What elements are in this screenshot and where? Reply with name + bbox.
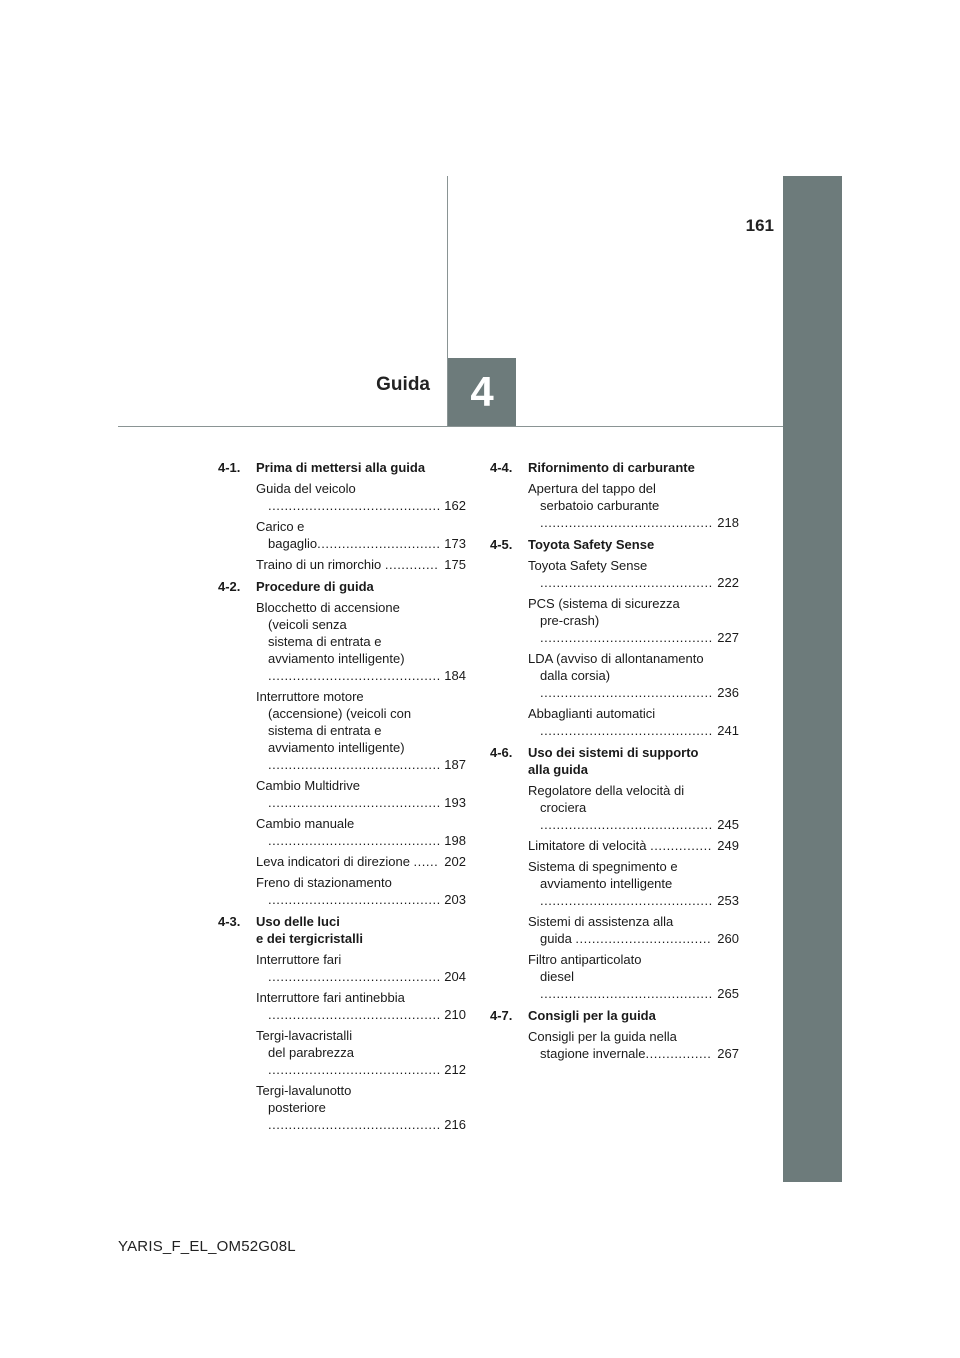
section-title: Rifornimento di carburante bbox=[528, 460, 695, 475]
chapter-number: 4 bbox=[470, 368, 494, 415]
toc-entry[interactable] bbox=[528, 557, 739, 591]
section-heading[interactable] bbox=[490, 744, 739, 778]
dot-leader: .......................................... bbox=[540, 723, 713, 738]
entry-page-number: 222 bbox=[717, 575, 739, 590]
entry-page-number: 204 bbox=[444, 969, 466, 984]
entry-title: Traino di un rimorchio ............. bbox=[256, 557, 439, 572]
entry-title: Freno di stazionamento .......................................... bbox=[256, 875, 441, 907]
section-number: 4-7. bbox=[490, 1008, 513, 1023]
document-code: YARIS_F_EL_OM52G08L bbox=[118, 1238, 296, 1255]
section-heading[interactable] bbox=[490, 1007, 739, 1024]
entry-title: Regolatore della velocità di crociera .......................................... bbox=[528, 783, 713, 832]
toc-entry[interactable] bbox=[256, 989, 466, 1023]
entry-page-number: 265 bbox=[717, 986, 739, 1001]
toc-entry[interactable] bbox=[528, 837, 739, 854]
entry-page-number: 210 bbox=[444, 1007, 466, 1022]
entry-page-number: 260 bbox=[717, 931, 739, 946]
toc-entry[interactable] bbox=[256, 1082, 466, 1133]
dot-leader: .......................................... bbox=[540, 893, 713, 908]
toc-section bbox=[490, 459, 739, 531]
toc-entry[interactable] bbox=[256, 480, 466, 514]
dot-leader: .......................................... bbox=[540, 515, 713, 530]
entry-title: Tergi-lavacristalli del parabrezza .......................................... bbox=[256, 1028, 441, 1077]
entry-page-number: 236 bbox=[717, 685, 739, 700]
dot-leader: .......................................... bbox=[268, 1117, 441, 1132]
entry-page-number: 184 bbox=[444, 668, 466, 683]
dot-leader: .............................. bbox=[317, 536, 441, 551]
entry-page-number: 249 bbox=[717, 838, 739, 853]
toc-entry[interactable] bbox=[256, 1027, 466, 1078]
dot-leader: .......................................... bbox=[268, 969, 441, 984]
toc-entry[interactable] bbox=[528, 595, 739, 646]
dot-leader: .......................................... bbox=[540, 685, 713, 700]
entry-page-number: 227 bbox=[717, 630, 739, 645]
toc-entry[interactable] bbox=[528, 858, 739, 909]
section-number: 4-1. bbox=[218, 460, 241, 475]
dot-leader: .......................................... bbox=[268, 668, 441, 683]
toc-entry[interactable] bbox=[256, 853, 466, 870]
section-number: 4-2. bbox=[218, 579, 241, 594]
dot-leader: ...... bbox=[413, 854, 439, 869]
toc-section bbox=[218, 459, 466, 573]
section-heading[interactable] bbox=[218, 913, 466, 947]
toc-right-column bbox=[490, 459, 739, 1067]
chapter-side-tab bbox=[783, 176, 842, 1182]
entry-page-number: 175 bbox=[444, 557, 466, 572]
dot-leader: .......................................... bbox=[540, 986, 713, 1001]
entry-page-number: 241 bbox=[717, 723, 739, 738]
entry-page-number: 212 bbox=[444, 1062, 466, 1077]
entry-title: Interruttore motore (accensione) (veicoli con sistema di entrata e avviamento intelligente) .......................................... bbox=[256, 689, 441, 772]
toc-section bbox=[490, 536, 739, 739]
entry-title: Leva indicatori di direzione ...... bbox=[256, 854, 439, 869]
toc-entry[interactable] bbox=[256, 777, 466, 811]
toc-entry[interactable] bbox=[528, 650, 739, 701]
chapter-number-box bbox=[448, 358, 516, 426]
entry-page-number: 216 bbox=[444, 1117, 466, 1132]
dot-leader: .......................................... bbox=[540, 817, 713, 832]
section-number: 4-5. bbox=[490, 537, 513, 552]
dot-leader: .......................................... bbox=[268, 833, 441, 848]
entry-title: Limitatore di velocità ............... bbox=[528, 838, 712, 853]
entry-title: Apertura del tappo del serbatoio carburante .......................................... bbox=[528, 481, 713, 530]
entry-page-number: 173 bbox=[444, 536, 466, 551]
toc-section bbox=[218, 578, 466, 908]
section-title: Prima di mettersi alla guida bbox=[256, 460, 426, 475]
dot-leader: .......................................... bbox=[268, 1007, 441, 1022]
toc-entry[interactable] bbox=[528, 782, 739, 833]
entry-title: Interruttore fari antinebbia .......................................... bbox=[256, 990, 441, 1022]
page-number: 161 bbox=[745, 216, 774, 235]
header-horizontal-rule bbox=[118, 426, 783, 427]
dot-leader: .......................................... bbox=[268, 1062, 441, 1077]
entry-title: LDA (avviso di allontanamento dalla corsia) .......................................... bbox=[528, 651, 713, 700]
toc-entry[interactable] bbox=[528, 913, 739, 947]
entry-page-number: 162 bbox=[444, 498, 466, 513]
dot-leader: .......................................... bbox=[540, 575, 713, 590]
toc-entry[interactable] bbox=[528, 480, 739, 531]
entry-title: Cambio manuale .......................................... bbox=[256, 816, 441, 848]
dot-leader: .......................................... bbox=[540, 630, 713, 645]
toc-entry[interactable] bbox=[256, 556, 466, 573]
toc-entry[interactable] bbox=[256, 688, 466, 773]
section-number: 4-3. bbox=[218, 914, 241, 929]
entry-title: Abbaglianti automatici .......................................... bbox=[528, 706, 713, 738]
entry-title: Consigli per la guida nella stagione invernale................ bbox=[528, 1029, 712, 1061]
entry-title: Interruttore fari .......................................... bbox=[256, 952, 441, 984]
entry-title: Guida del veicolo .......................................... bbox=[256, 481, 441, 513]
entry-title: Blocchetto di accensione (veicoli senza sistema di entrata e avviamento intelligente) .......................................... bbox=[256, 600, 441, 683]
entry-page-number: 203 bbox=[444, 892, 466, 907]
section-number: 4-6. bbox=[490, 745, 513, 760]
entry-page-number: 253 bbox=[717, 893, 739, 908]
chapter-title: Guida bbox=[376, 374, 430, 395]
entry-page-number: 198 bbox=[444, 833, 466, 848]
entry-page-number: 267 bbox=[717, 1046, 739, 1061]
section-number: 4-4. bbox=[490, 460, 513, 475]
entry-title: Sistema di spegnimento e avviamento intelligente .......................................... bbox=[528, 859, 713, 908]
entry-title: Sistemi di assistenza alla guida ................................. bbox=[528, 914, 712, 946]
toc-entry[interactable] bbox=[528, 1028, 739, 1062]
dot-leader: ............... bbox=[650, 838, 712, 853]
entry-page-number: 245 bbox=[717, 817, 739, 832]
section-title: Procedure di guida bbox=[256, 579, 374, 594]
entry-title: Carico e bagaglio.............................. bbox=[256, 519, 441, 551]
dot-leader: ............. bbox=[384, 557, 439, 572]
dot-leader: .......................................... bbox=[268, 498, 441, 513]
entry-title: Toyota Safety Sense .......................................... bbox=[528, 558, 713, 590]
section-title: Uso dei sistemi di supporto alla guida bbox=[528, 745, 699, 777]
toc-entry[interactable] bbox=[256, 518, 466, 552]
section-title: Consigli per la guida bbox=[528, 1008, 656, 1023]
section-heading[interactable] bbox=[490, 536, 739, 553]
entry-title: Filtro antiparticolato diesel .......................................... bbox=[528, 952, 713, 1001]
dot-leader: .......................................... bbox=[268, 795, 441, 810]
toc-left-column bbox=[218, 459, 466, 1138]
toc-entry[interactable] bbox=[256, 951, 466, 985]
toc-entry[interactable] bbox=[256, 815, 466, 849]
entry-title: Cambio Multidrive .......................................... bbox=[256, 778, 441, 810]
toc-entry[interactable] bbox=[528, 705, 739, 739]
dot-leader: ................ bbox=[645, 1046, 712, 1061]
entry-title: Tergi-lavalunotto posteriore .......................................... bbox=[256, 1083, 441, 1132]
toc-section bbox=[490, 744, 739, 1002]
section-heading[interactable] bbox=[490, 459, 739, 476]
section-heading[interactable] bbox=[218, 459, 466, 476]
section-title: Uso delle luci e dei tergicristalli bbox=[256, 914, 363, 946]
entry-page-number: 193 bbox=[444, 795, 466, 810]
dot-leader: .......................................... bbox=[268, 892, 441, 907]
toc-section bbox=[490, 1007, 739, 1062]
toc-entry[interactable] bbox=[256, 874, 466, 908]
toc-entry[interactable] bbox=[528, 951, 739, 1002]
entry-page-number: 187 bbox=[444, 757, 466, 772]
entry-page-number: 218 bbox=[717, 515, 739, 530]
entry-page-number: 202 bbox=[444, 854, 466, 869]
section-title: Toyota Safety Sense bbox=[528, 537, 655, 552]
dot-leader: ................................. bbox=[575, 931, 712, 946]
toc-section bbox=[218, 913, 466, 1133]
entry-title: PCS (sistema di sicurezza pre-crash) .......................................... bbox=[528, 596, 713, 645]
dot-leader: .......................................... bbox=[268, 757, 441, 772]
section-heading[interactable] bbox=[218, 578, 466, 595]
toc-entry[interactable] bbox=[256, 599, 466, 684]
